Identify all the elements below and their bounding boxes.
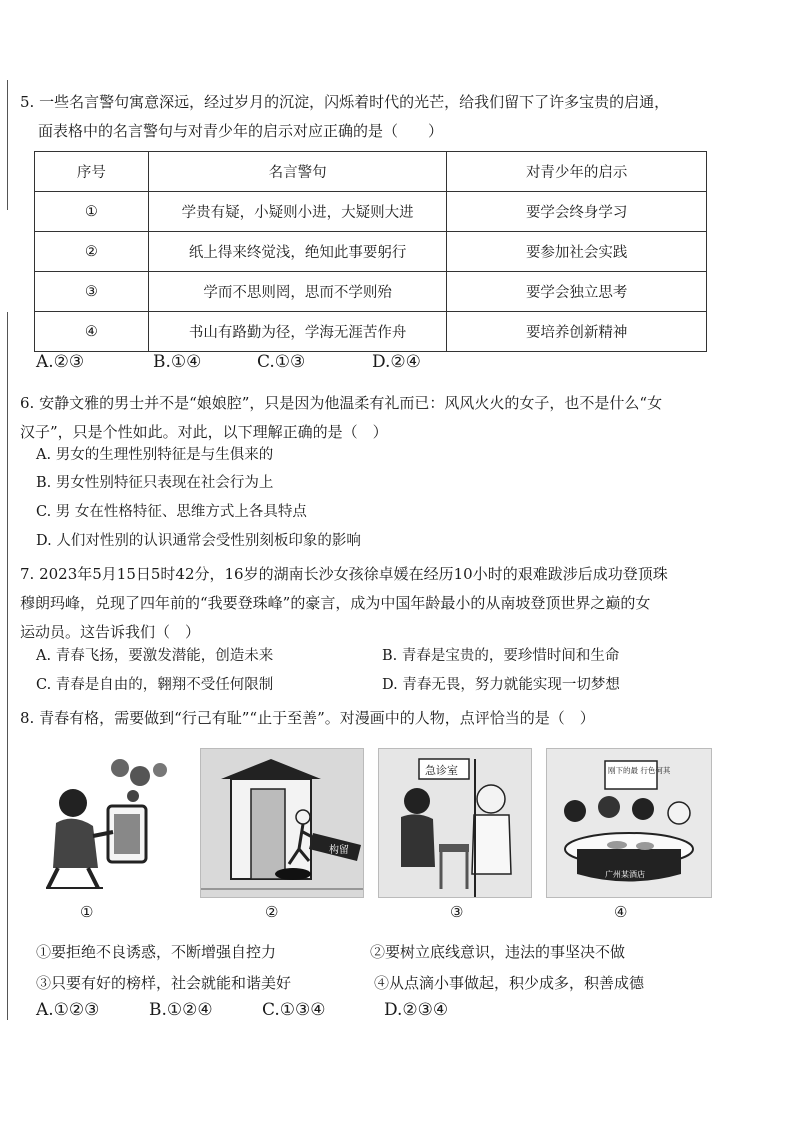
margin-line-bottom: [7, 312, 8, 1020]
table-row: [35, 272, 707, 312]
comic-3-illustration: [379, 749, 531, 897]
question-7-line3: 运动员。这告诉我们（ ）: [20, 623, 201, 641]
question-5-answers: [36, 352, 421, 372]
q7-option-d[interactable]: D. 青春无畏，努力就能实现一切梦想: [382, 677, 620, 693]
question-7-line1: 7. 2023年5月15日5时42分，16岁的湖南长沙女孩徐卓媛在经历10小时的艰难跋涉后成功登顶珠: [20, 565, 668, 583]
q6-option-d[interactable]: D. 人们对性别的认识通常会受性别刻板印象的影响: [36, 533, 361, 549]
quotes-table: [34, 151, 707, 352]
table-cell: ①: [35, 192, 149, 232]
answer-option[interactable]: A.②③: [36, 352, 85, 372]
answer-option[interactable]: D.②③④: [384, 1000, 449, 1020]
question-5-line1: 5. 一些名言警句寓意深远，经过岁月的沉淀，闪烁着时代的光芒，给我们留下了许多宝贵的启通，: [20, 93, 670, 111]
q7-option-c[interactable]: C. 青春是自由的，翱翔不受任何限制: [36, 677, 274, 693]
table-row: [35, 192, 707, 232]
q7-option-b[interactable]: B. 青春是宝贵的，要珍惜时间和生命: [382, 648, 620, 664]
answer-option[interactable]: B.①④: [153, 352, 202, 372]
comic-4-illustration: [547, 749, 711, 897]
comic-4-plate-text: 广州某酒店: [605, 870, 645, 879]
table-cell: 学贵有疑，小疑则小进，大疑则大进: [148, 192, 447, 232]
question-8-line1: 8. 青春有格，需要做到“行己有耻”“止于至善”。对漫画中的人物，点评恰当的是（ ）: [20, 709, 595, 727]
comic-label-4: ④: [614, 903, 628, 921]
table-cell: ②: [35, 232, 149, 272]
answer-option[interactable]: A.①②③: [36, 1000, 100, 1020]
question-6-line1: 6. 安静文雅的男士并不是“娘娘腔”，只是因为他温柔有礼而已：风风火火的女子，也不是什么“女: [20, 394, 663, 412]
table-cell: 要参加社会实践: [447, 232, 707, 272]
answer-option[interactable]: C.①③④: [262, 1000, 326, 1020]
answer-option[interactable]: B.①②④: [149, 1000, 213, 1020]
table-cell: ④: [35, 312, 149, 352]
comic-4-banner-text: 刚下的最 行色何其: [608, 766, 671, 775]
table-cell: 书山有路勤为径，学海无涯苦作舟: [148, 312, 447, 352]
table-cell: 要培养创新精神: [447, 312, 707, 352]
question-5-line2: 面表格中的名言警句与对青少年的启示对应正确的是（ ）: [38, 122, 444, 140]
question-5-stem: [20, 88, 780, 146]
comic-2-sign-text: 构留: [329, 845, 349, 856]
q6-option-b[interactable]: B. 男女性别特征只表现在社会行为上: [36, 475, 274, 491]
q6-option-a[interactable]: A. 男女的生理性别特征是与生俱来的: [36, 447, 274, 463]
table-header: 序号: [35, 152, 149, 192]
answer-option[interactable]: C.①③: [257, 352, 306, 372]
table-cell: 要学会终身学习: [447, 192, 707, 232]
q8-statement-3: ③只要有好的榜样，社会就能和谐美好: [36, 974, 292, 992]
q8-statement-2: ②要树立底线意识，违法的事坚决不做: [370, 943, 626, 961]
comic-3-sign-text: 急诊室: [425, 764, 458, 777]
table-row: [35, 312, 707, 352]
comic-2-illustration: [201, 749, 363, 897]
margin-line-top: [7, 80, 8, 210]
table-cell: ③: [35, 272, 149, 312]
comic-image-4: [546, 748, 712, 898]
comic-1-illustration: [38, 748, 168, 896]
table-cell: 要学会独立思考: [447, 272, 707, 312]
q6-option-c[interactable]: C. 男 女在性格特征、思维方式上各具特点: [36, 504, 307, 520]
table-header: 对青少年的启示: [447, 152, 707, 192]
table-header: 名言警句: [148, 152, 447, 192]
comic-label-1: ①: [80, 903, 94, 921]
comic-image-3: [378, 748, 532, 898]
table-cell: 学而不思则罔，思而不学则殆: [148, 272, 447, 312]
q8-statement-1: ①要拒绝不良诱惑，不断增强自控力: [36, 943, 277, 961]
table-cell: 纸上得来终觉浅，绝知此事要躬行: [148, 232, 447, 272]
table-row: [35, 232, 707, 272]
question-8-stem: [20, 704, 780, 733]
q8-statement-4: ④从点滴小事做起，积少成多，积善成德: [374, 974, 645, 992]
question-6-line2: 汉子”，只是个性如此。对此，以下理解正确的是（ ）: [20, 423, 388, 441]
question-7-stem: [20, 560, 780, 647]
comic-label-3: ③: [450, 903, 464, 921]
question-8-answers: [36, 1000, 448, 1020]
comic-image-2: [200, 748, 364, 898]
comic-image-1: [38, 748, 168, 896]
answer-option[interactable]: D.②④: [372, 352, 421, 372]
comic-label-2: ②: [265, 903, 279, 921]
table-header-row: [35, 152, 707, 192]
question-7-line2: 穆朗玛峰，兑现了四年前的“我要登珠峰”的豪言，成为中国年龄最小的从南坡登顶世界之巅的女: [20, 594, 651, 612]
q7-option-a[interactable]: A. 青春飞扬，要激发潜能，创造未来: [36, 648, 274, 664]
question-6-stem: [20, 389, 780, 447]
